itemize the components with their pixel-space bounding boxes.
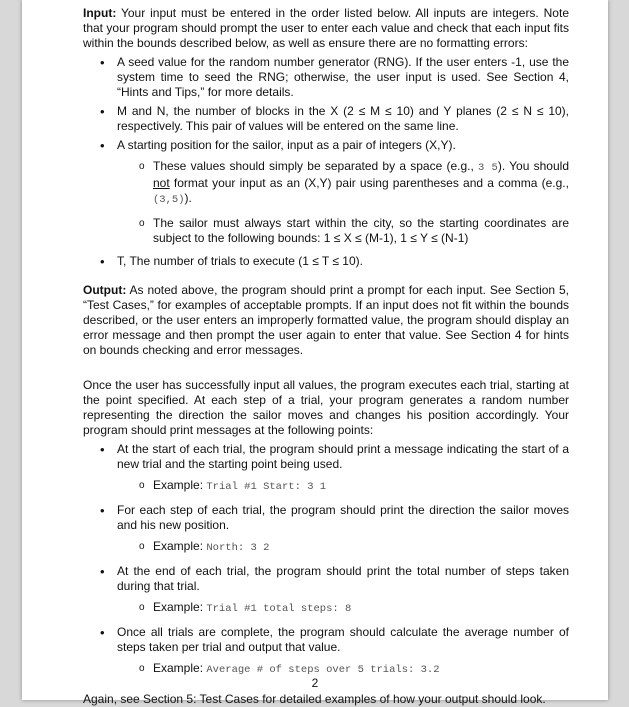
input-bullet-list xyxy=(83,55,569,153)
circle-bullet-icon: o xyxy=(139,663,145,674)
list-item xyxy=(83,55,569,100)
bullet-icon: • xyxy=(100,104,105,119)
list-item xyxy=(83,539,569,556)
code-example: North: 3 2 xyxy=(206,542,270,554)
bullet-icon: • xyxy=(100,442,105,457)
input-intro: Your input must be entered in the order listed below. All inputs are integers. Note that your program should prompt the user to enter each value and check that each input fits within the bounds described below, as well as ensure there are no formatting errors: xyxy=(83,6,569,50)
sub-text: format your input as an (X,Y) pair using parentheses and a comma (e.g., xyxy=(173,176,569,190)
list-item xyxy=(83,254,569,269)
list-item xyxy=(83,564,569,594)
list-item xyxy=(83,104,569,134)
sub-text: These values should simply be separated by a space (e.g., xyxy=(153,159,474,173)
example-label: Example: xyxy=(153,539,204,553)
output-paragraph xyxy=(83,283,569,358)
bullet-text: Once all trials are complete, the program should calculate the average number of steps taken per trial and output that value. xyxy=(117,625,569,654)
circle-bullet-icon: o xyxy=(139,218,145,229)
list-item xyxy=(83,625,569,655)
code-example: Average # of steps over 5 trials: 3.2 xyxy=(206,664,440,676)
bullet-text: A starting position for the sailor, input as a pair of integers (X,Y). xyxy=(117,138,456,152)
bullet-text: A seed value for the random number generator (RNG). If the user enters -1, use the system time to seed the RNG; otherwise, the user input is used. See Section 4, “Hints and Tips,” for more details. xyxy=(117,55,569,99)
bullet-icon: • xyxy=(100,55,105,70)
circle-bullet-icon: o xyxy=(139,480,145,491)
trial-list xyxy=(83,442,569,678)
bullet-text: At the start of each trial, the program should print a message indicating the start of a new trial and the starting point being used. xyxy=(117,442,569,471)
example-label: Example: xyxy=(153,478,204,492)
code-snippet: (3,5) xyxy=(153,194,185,206)
sub-text: ). xyxy=(184,191,192,205)
output-heading: Output: xyxy=(83,283,127,297)
input-heading: Input: xyxy=(83,6,117,20)
code-example: Trial #1 Start: 3 1 xyxy=(206,481,327,493)
bullet-text: T, The number of trials to execute (1 ≤ T ≤ 10). xyxy=(117,254,363,268)
circle-bullet-icon: o xyxy=(139,541,145,552)
list-item xyxy=(83,138,569,153)
example-label: Example: xyxy=(153,600,204,614)
bullet-icon: • xyxy=(100,625,105,640)
document-page xyxy=(22,0,608,706)
bullet-text: At the end of each trial, the program should print the total number of steps taken during that trial. xyxy=(117,564,569,593)
example-label: Example: xyxy=(153,661,204,675)
underlined-word: not xyxy=(153,176,170,190)
list-item xyxy=(83,159,569,208)
trial-intro-paragraph: Once the user has successfully input all values, the program executes each trial, starting at the point specified. At each step of a trial, your program generates a random number representing the direction the sailor moves and changes his position accordingly. Your program should print messages at the following points: xyxy=(83,378,569,437)
list-item xyxy=(83,600,569,617)
circle-bullet-icon: o xyxy=(139,602,145,613)
bullet-icon: • xyxy=(100,503,105,518)
input-sub-list xyxy=(83,159,569,246)
input-bullet-list-2 xyxy=(83,254,569,269)
list-item xyxy=(83,442,569,472)
bullet-text: For each step of each trial, the program should print the direction the sailor moves and his new position. xyxy=(117,503,569,532)
list-item xyxy=(83,503,569,533)
code-snippet: 3 5 xyxy=(478,162,498,174)
sub-text: ). You should xyxy=(497,159,569,173)
page-content xyxy=(83,6,569,707)
sub-text: The sailor must always start within the city, so the starting coordinates are subject to the following bounds: 1 ≤ X ≤ (M-1), 1 ≤ Y ≤ (N-1) xyxy=(153,216,569,245)
output-text: As noted above, the program should print a prompt for each input. See Section 5, “Test Cases,” for examples of acceptable prompts. If an input does not fit within the bounds described, or the user enters an improperly formatted value, the program should display an error message and then prompt the user again to enter that value. See Section 4 for hints on bounds checking and error messages. xyxy=(83,283,569,357)
bullet-icon: • xyxy=(100,564,105,579)
bullet-icon: • xyxy=(100,254,105,269)
code-example: Trial #1 total steps: 8 xyxy=(206,603,352,615)
page-number: 2 xyxy=(311,676,319,690)
list-item xyxy=(83,478,569,495)
closing-paragraph: Again, see Section 5: Test Cases for detailed examples of how your output should look. xyxy=(83,692,546,706)
bullet-text: M and N, the number of blocks in the X (2 ≤ M ≤ 10) and Y planes (2 ≤ N ≤ 10), respectively. This pair of values will be entered on the same line. xyxy=(117,104,569,133)
circle-bullet-icon: o xyxy=(139,161,145,172)
bullet-icon: • xyxy=(100,138,105,153)
input-paragraph xyxy=(83,6,569,51)
list-item xyxy=(83,216,569,246)
